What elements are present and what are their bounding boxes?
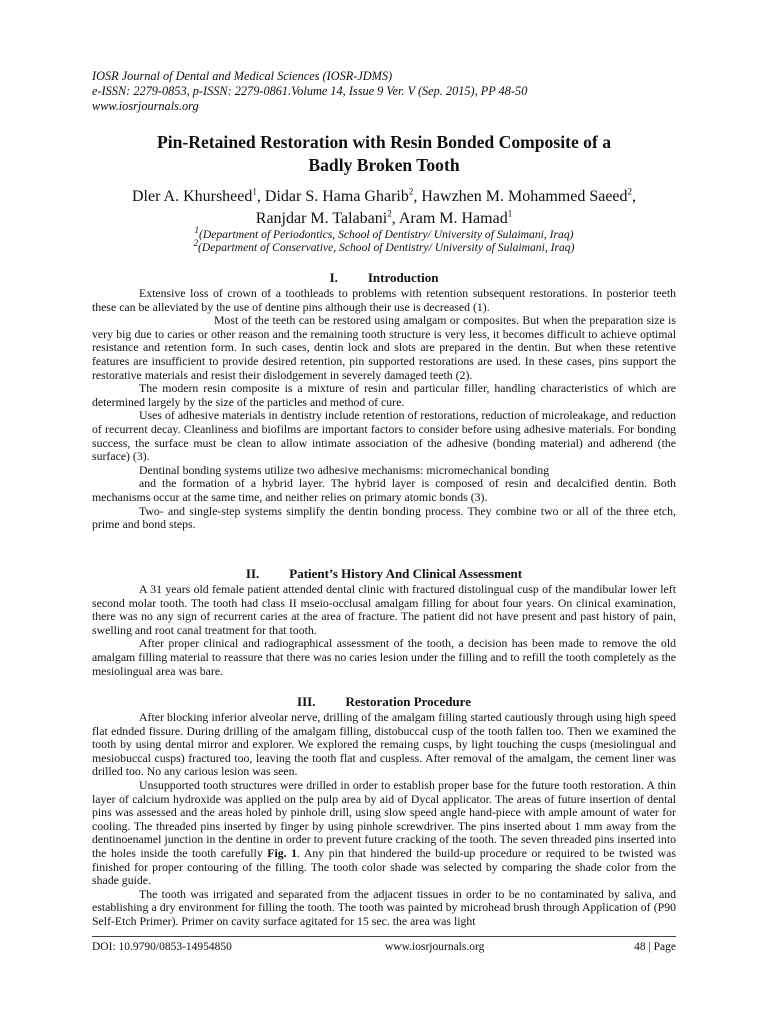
figure-reference: Fig. 1 — [267, 845, 298, 860]
procedure-body — [92, 711, 676, 929]
section-number: II. — [245, 566, 260, 581]
footer-website: www.iosrjournals.org — [385, 941, 485, 953]
affiliation-text: (Department of Conservative, School of Dentistry/ University of Sulaimani, Iraq) — [198, 241, 575, 254]
paragraph: The tooth was irrigated and separated from the adjacent tissues in order to be no contaminated by saliva, and establishing a dry environment for filling the tooth. The tooth was painted by microhead brush through Application of (P90 Self-Etch Primer). Primer on cavity surface agitated for 15 sec. the area was light — [92, 886, 676, 928]
title-line-2: Badly Broken Tooth — [308, 155, 460, 175]
paragraph: A 31 years old female patient attended dental clinic with fractured distolingual cusp of the mandibular lower left second molar tooth. The tooth had class II mseio-occlusal amalgam filling for about four years. On clinical examination, there was no any sign of recurrent caries at the area of fracture. The patient did not have present and past history of pain, swelling and root canal treatment for that tooth. — [92, 582, 676, 637]
paragraph: Two- and single-step systems simplify the dentin bonding process. They combine two or all of the three etch, prime and bond steps. — [92, 503, 676, 532]
paragraph: and the formation of a hybrid layer. The hybrid layer is composed of resin and decalcified dentin. Both mechanisms occur at the same time, and neither relies on primary atomic bonds (3). — [92, 476, 676, 504]
paragraph-text: Unsupported tooth structures were drilled in order to establish proper base for the future tooth restoration. A thin layer of calcium hydroxide was applied on the pulp area by aid of Dycal applicator. The areas of future insertion of dental pins was assessed and the areas holed by pinhole drill, using slow speed angle hand-piece with ample amount of water for cooling. The threaded pins inserted by finger by using pinhole screwdriver. The pins inserted about 1 mm away from the dentinoenamel junction in the dentine in order to prevent future cracking of the tooth. The seven threaded pins inserted into the holes inside the tooth carefully — [92, 777, 676, 860]
section-title: Introduction — [367, 270, 439, 285]
affiliation-mark: 1 — [194, 225, 199, 236]
paragraph: After blocking inferior alveolar nerve, drilling of the amalgam filling started cautiously through using high speed flat ednded fissure. During drilling of the amalgam filling, distobuccal cusp of the tooth fallen too. Then we examined the tooth by using dental mirror and explorer. We explored the remaing cusps, by light touching the cusps (mesiolingual and mesiobuccal cusps) fractured too, leaving the tooth flat and cuspless. After removal of the amalgam, the cement liner was drilled too. No any carious lesion was seen. — [92, 710, 676, 779]
author-list — [92, 186, 676, 230]
paragraph: Extensive loss of crown of a toothleads to problems with retention subsequent restorations. In posterior teeth these can be alleviated by the use of dentine pins although their use is decreased (1). — [92, 286, 676, 314]
author-name: , Aram M. Hamad — [391, 210, 508, 227]
footer-page-number: 48 | Page — [634, 941, 676, 953]
paragraph: After proper clinical and radiographical assessment of the tooth, a decision has been made to remove the old amalgam filling material to reassure that there was no caries lesion under the filling and to refill the tooth completely as the mesiolingual area was bare. — [92, 636, 676, 678]
journal-header — [92, 69, 692, 115]
paragraph: The modern resin composite is a mixture of resin and particular filler, handling characteristics of which are determined largely by the size of the particles and method of cure. — [92, 381, 676, 409]
author-name: , Hawzhen M. Mohammed Saeed — [413, 188, 628, 205]
section-heading-introduction — [92, 270, 676, 286]
journal-name: IOSR Journal of Dental and Medical Sciences (IOSR-JDMS) — [92, 69, 393, 83]
introduction-body — [92, 287, 676, 532]
history-body — [92, 583, 676, 678]
affiliation-1 — [92, 225, 676, 241]
affiliations — [92, 225, 676, 254]
affiliation-text: (Department of Periodontics, School of Dentistry/ University of Sulaimani, Iraq) — [199, 228, 574, 241]
journal-website: www.iosrjournals.org — [92, 99, 199, 114]
author-affil-mark: 2 — [408, 186, 414, 197]
section-number: III. — [297, 694, 316, 709]
author-name: , Didar S. Hama Gharib — [256, 188, 409, 205]
footer-divider — [92, 936, 676, 937]
author-affil-mark: 2 — [627, 186, 633, 197]
paragraph-text: . Any pin that hindered the build-up procedure or required to be twisted was finished for proper contouring of the filling. The tooth color shade was selected by comparing the shade color from the shade guide. — [92, 845, 676, 888]
author-line-1 — [92, 186, 676, 208]
footer-doi: DOI: 10.9790/0853-14954850 — [92, 941, 232, 953]
author-affil-mark: 1 — [507, 208, 513, 219]
author-affil-mark: 1 — [252, 186, 257, 197]
author-line-2 — [92, 208, 676, 230]
section-heading-procedure — [92, 694, 676, 710]
section-title: Patient’s History And Clinical Assessment — [289, 566, 523, 581]
paragraph: Dentinal bonding systems utilize two adhesive mechanisms: micromechanical bonding — [139, 462, 550, 477]
paragraph: Uses of adhesive materials in dentistry include retention of restorations, reduction of microleakage, and reduction of recurrent decay. Cleanliness and biofilms are important factors to consider before using adhesive materials. For bonding success, the surface must be clean to allow intimate association of the adhesive (bonding material) and adherend (the surface) (3). — [92, 408, 676, 464]
section-title: Restoration Procedure — [345, 694, 471, 709]
page-footer — [92, 941, 676, 955]
paper-title — [92, 131, 676, 177]
title-line-1: Pin-Retained Restoration with Resin Bonded Composite of a — [156, 132, 612, 152]
paragraph: Most of the teeth can be restored using amalgam or composites. But when the preparation size is very big due to caries or other reason and the remaining tooth structure is very less, it becomes difficult to achieve optimal resistance and retention form. In such cases, dentin lock and slots are prepared in the dentin. But when these retentive features are insufficient to provide desired retention, pin supported restorations are used. In these cases, pins support the restorative materials and resist their dislodgement in severely damaged teeth (2). — [92, 313, 676, 382]
author-name: Ranjdar M. Talabani — [255, 210, 388, 227]
section-heading-history — [92, 566, 676, 582]
author-separator: , — [632, 188, 637, 205]
issn-line: e-ISSN: 2279-0853, p-ISSN: 2279-0861.Volume 14, Issue 9 Ver. V (Sep. 2015), PP 48-50 — [92, 84, 528, 99]
affiliation-mark: 2 — [193, 238, 199, 249]
affiliation-2 — [92, 238, 676, 254]
paragraph — [92, 779, 676, 888]
author-affil-mark: 2 — [387, 208, 392, 219]
section-number: I. — [329, 270, 338, 285]
author-name: Dler A. Khursheed — [131, 188, 253, 205]
